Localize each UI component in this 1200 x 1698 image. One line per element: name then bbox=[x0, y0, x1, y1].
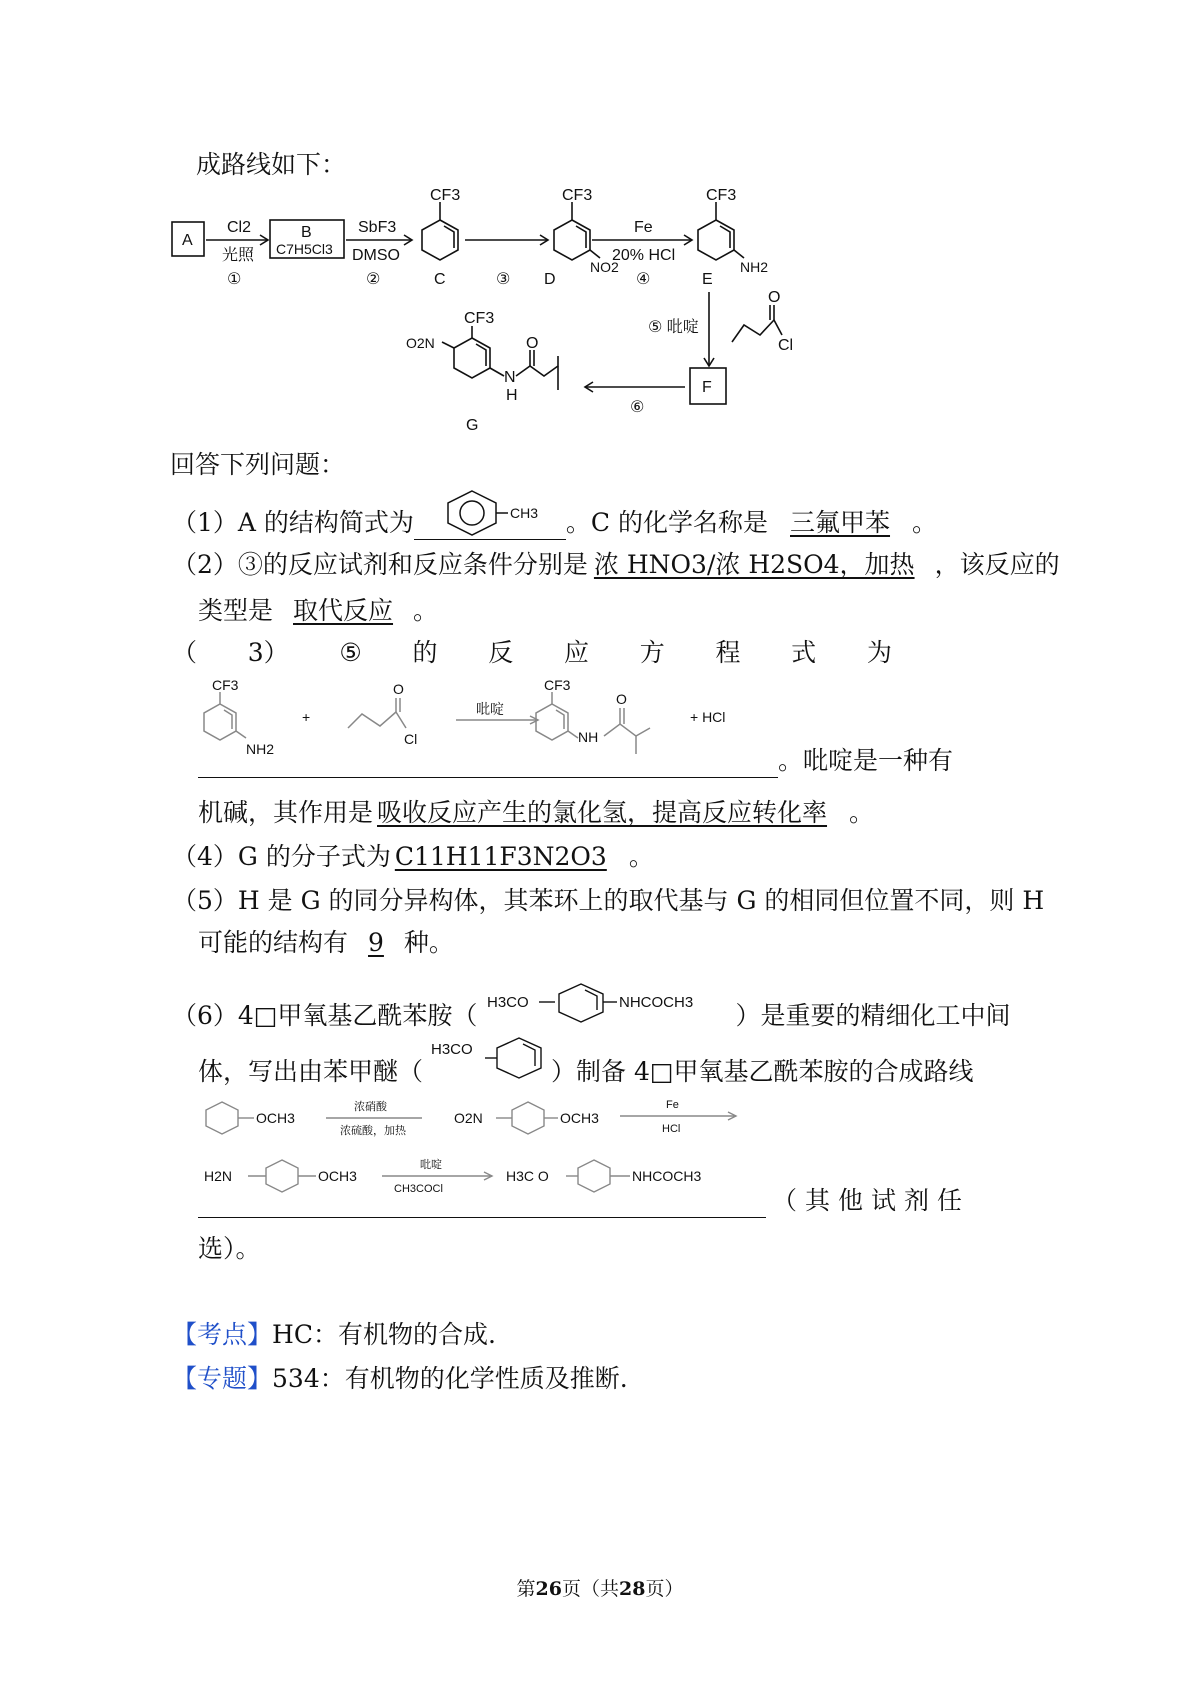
q6-target-molecule bbox=[477, 990, 735, 1024]
q6-line1-prefix: （6）4□甲氧基乙酰苯胺（ bbox=[172, 1001, 478, 1030]
step3-number: ③ bbox=[496, 271, 511, 288]
g-n: N bbox=[504, 369, 516, 386]
d-no2: NO2 bbox=[590, 259, 619, 275]
mol2-h3co: H3CO bbox=[431, 1041, 473, 1058]
g-h: H bbox=[506, 387, 518, 404]
q3-char: （ bbox=[172, 638, 198, 667]
compound-b-formula: C7H5Cl3 bbox=[276, 241, 333, 257]
q1-answer-structure bbox=[414, 505, 566, 540]
step4-reagent: Fe bbox=[634, 219, 653, 236]
footer-c: 页） bbox=[645, 1578, 684, 1600]
zhuanti-row bbox=[172, 1362, 628, 1396]
e-cf3: CF3 bbox=[706, 187, 737, 204]
answer-heading: 回答下列问题： bbox=[170, 450, 346, 479]
q3-char: 反 bbox=[488, 638, 514, 667]
question-5-line2 bbox=[198, 926, 454, 960]
zhuanti-text: 534：有机物的化学性质及推断. bbox=[272, 1364, 628, 1393]
q5-end: 种。 bbox=[403, 928, 454, 957]
eq-cf3: CF3 bbox=[212, 677, 239, 693]
intro-text: 成路线如下： bbox=[196, 150, 347, 179]
q6-anisole bbox=[423, 1041, 551, 1080]
q3-after: 。吡啶是一种有 bbox=[778, 746, 954, 775]
eq-hcl: + HCl bbox=[690, 709, 726, 725]
eq-cl: Cl bbox=[404, 731, 418, 747]
q2-mid: ，该反应的 bbox=[934, 550, 1060, 579]
q1-mid: 。C 的化学名称是 bbox=[565, 508, 768, 537]
route-r2-bottom: HCl bbox=[662, 1123, 681, 1135]
q3-char: 方 bbox=[639, 638, 665, 667]
g-o2n: O2N bbox=[406, 335, 435, 351]
route-r2-top: Fe bbox=[666, 1099, 679, 1111]
route-h3co: H3C O bbox=[506, 1168, 549, 1184]
compound-f-label: F bbox=[702, 379, 712, 396]
compound-c-label: C bbox=[434, 271, 446, 288]
eq-product-cf3: CF3 bbox=[544, 677, 571, 693]
route-och3-3: OCH3 bbox=[318, 1168, 357, 1184]
q3-char: 为 bbox=[866, 638, 892, 667]
step4-number: ④ bbox=[636, 271, 651, 288]
q3-line3-prefix: 机碱，其作用是 bbox=[198, 798, 374, 827]
synthesis-scheme bbox=[160, 180, 820, 440]
route-o2n: O2N bbox=[454, 1110, 483, 1126]
q4-answer-formula: C11H11F3N2O3 bbox=[394, 842, 607, 871]
q6-route bbox=[196, 1090, 756, 1194]
footer-total: 28 bbox=[619, 1578, 646, 1600]
question-6-line3 bbox=[198, 1184, 970, 1218]
question-6-line2 bbox=[198, 1041, 974, 1089]
g-o: O bbox=[526, 335, 539, 352]
footer-b: 页（共 bbox=[561, 1578, 619, 1600]
q6-line2-prefix: 体，写出由苯甲醚（ bbox=[198, 1057, 424, 1086]
question-6-line1 bbox=[172, 990, 1010, 1033]
q1-end: 。 bbox=[912, 508, 938, 537]
mol1-h3co: H3CO bbox=[487, 994, 530, 1011]
footer-a: 第 bbox=[516, 1578, 536, 1600]
eq-product-o: O bbox=[616, 691, 627, 707]
zhuanti-tag: 【专题】 bbox=[172, 1364, 273, 1393]
kaodian-row bbox=[172, 1318, 496, 1352]
q5-answer-count: 9 bbox=[368, 928, 384, 957]
q3-answer-role: 吸收反应产生的氯化氢，提高反应转化率 bbox=[377, 798, 828, 827]
question-1 bbox=[172, 506, 937, 540]
q4-prefix: （4）G 的分子式为 bbox=[172, 842, 391, 871]
question-4 bbox=[172, 840, 654, 874]
q3-char: 式 bbox=[791, 638, 817, 667]
compound-b-label: B bbox=[301, 224, 312, 241]
compound-d-label: D bbox=[544, 271, 556, 288]
q2-end: 。 bbox=[413, 596, 439, 625]
toluene-structure bbox=[422, 487, 562, 537]
g-cf3: CF3 bbox=[464, 310, 495, 327]
e-nh2: NH2 bbox=[740, 259, 769, 275]
route-nhcoch3: NHCOCH3 bbox=[632, 1168, 702, 1184]
q2-line2-prefix: 类型是 bbox=[198, 596, 274, 625]
q3-char: 3） bbox=[247, 638, 289, 667]
route-r1-top: 浓硝酸 bbox=[354, 1101, 387, 1113]
question-3-line2 bbox=[198, 744, 953, 778]
question-2 bbox=[172, 548, 1060, 582]
route-r1-bottom: 浓硫酸，加热 bbox=[340, 1125, 406, 1137]
step6-number: ⑥ bbox=[630, 399, 645, 416]
step2-reagent: SbF3 bbox=[358, 219, 397, 236]
eq-condition: 吡啶 bbox=[476, 701, 504, 717]
c-cf3: CF3 bbox=[430, 187, 461, 204]
question-6-line4: 选）。 bbox=[198, 1234, 261, 1263]
q1-prefix: （1）A 的结构简式为 bbox=[172, 508, 414, 537]
kaodian-tag: 【考点】 bbox=[172, 1320, 273, 1349]
kaodian-text: HC：有机物的合成. bbox=[272, 1320, 496, 1349]
q3-char: 的 bbox=[412, 638, 438, 667]
q4-end: 。 bbox=[628, 842, 654, 871]
eq-nh: NH bbox=[578, 729, 599, 745]
page-footer bbox=[0, 1574, 1200, 1601]
route-r3-bottom: CH3COCl bbox=[394, 1183, 443, 1194]
mol1-nhcoch3: NHCOCH3 bbox=[619, 994, 694, 1011]
question-3-line1 bbox=[172, 636, 892, 670]
step4-condition: 20% HCl bbox=[612, 247, 676, 264]
acyl-cl: Cl bbox=[778, 337, 794, 354]
step1-reagent: Cl2 bbox=[227, 219, 252, 236]
q6-line1-suffix: ）是重要的精细化工中间 bbox=[735, 1001, 1011, 1030]
q2-answer-type: 取代反应 bbox=[293, 596, 394, 625]
q1-answer-c-name: 三氟甲苯 bbox=[790, 508, 891, 537]
q2-answer-reagents: 浓 HNO3/浓 H2SO4，加热 bbox=[593, 550, 915, 579]
q3-char: 应 bbox=[563, 638, 589, 667]
route-h2n: H2N bbox=[204, 1168, 233, 1184]
q3-char: 程 bbox=[715, 638, 741, 667]
eq-o: O bbox=[393, 681, 404, 697]
toluene-ch3: CH3 bbox=[509, 505, 538, 521]
step1-condition: 光照 bbox=[222, 247, 255, 264]
q3-answer-blank bbox=[198, 749, 778, 778]
question-2-line2 bbox=[198, 594, 438, 628]
route-och3-1: OCH3 bbox=[256, 1110, 295, 1126]
step5-label: ⑤ 吡啶 bbox=[648, 319, 699, 336]
compound-g-label: G bbox=[466, 417, 479, 434]
acyl-o: O bbox=[768, 289, 781, 306]
question-3-line3 bbox=[198, 796, 874, 830]
eq-plus: + bbox=[302, 709, 311, 725]
d-cf3: CF3 bbox=[562, 187, 593, 204]
q6-tail: （其他试剂任 bbox=[772, 1186, 971, 1215]
eq-nh2: NH2 bbox=[246, 741, 275, 757]
q2-prefix: （2）③的反应试剂和反应条件分别是 bbox=[172, 550, 588, 579]
footer-page: 26 bbox=[535, 1578, 562, 1600]
q6-answer-blank bbox=[198, 1189, 766, 1218]
question-5-line1: （5）H 是 G 的同分异构体，其苯环上的取代基与 G 的相同但位置不同，则 H bbox=[172, 886, 1045, 915]
step1-number: ① bbox=[227, 271, 242, 288]
step2-condition: DMSO bbox=[352, 247, 400, 264]
step2-number: ② bbox=[366, 271, 381, 288]
q3-end: 。 bbox=[849, 798, 875, 827]
compound-e-label: E bbox=[702, 271, 713, 288]
route-r3-top: 吡啶 bbox=[420, 1159, 442, 1171]
q3-char: ⑤ bbox=[339, 638, 362, 667]
q6-line2-suffix: ）制备 4□甲氧基乙酰苯胺的合成路线 bbox=[551, 1057, 974, 1086]
compound-a-label: A bbox=[182, 232, 193, 249]
q5-line2-prefix: 可能的结构有 bbox=[198, 928, 349, 957]
route-och3-2: OCH3 bbox=[560, 1110, 599, 1126]
